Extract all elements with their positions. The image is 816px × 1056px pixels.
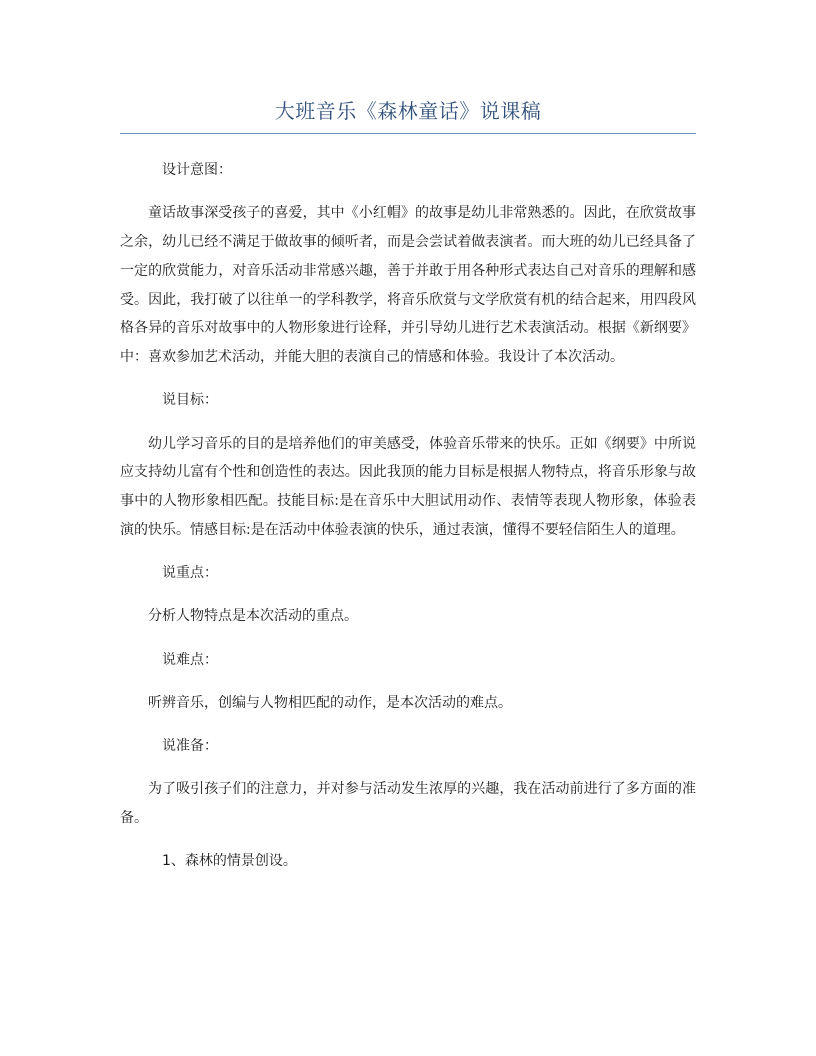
paragraph-key-points: 分析人物特点是本次活动的重点。 bbox=[148, 608, 358, 625]
paragraph-difficulties: 听辨音乐，创编与人物相匹配的动作，是本次活动的难点。 bbox=[148, 694, 512, 711]
heading-difficulties: 说难点： bbox=[162, 651, 218, 668]
heading-design-intent: 设计意图： bbox=[162, 162, 232, 178]
heading-preparation: 说准备： bbox=[162, 737, 218, 754]
document-body bbox=[120, 156, 696, 890]
paragraph-design-intent: 童话故事深受孩子的喜爱，其中《小红帽》的故事是幼儿非常熟悉的。因此，在欣赏故事之余，幼儿已经不满足于做故事的倾听者，而是会尝试着做表演者。而大班的幼儿已经具备了一定的欣赏能力，对音乐活动非常感兴趣，善于并敢于用各种形式表达自己对音乐的理解和感受。因此，我打破了以往单一的学科教学，将音乐欣赏与文学欣赏有机的结合起来，用四段风格各异的音乐对故事中的人物形象进行诠释，并引导幼儿进行艺术表演活动。根据《新纲要》中：喜欢参加艺术活动，并能大胆的表演自己的情感和体验。我设计了本次活动。 bbox=[120, 205, 696, 366]
title-underline bbox=[120, 133, 696, 134]
heading-goals: 说目标： bbox=[162, 392, 218, 409]
list-item-forest-setting: 1、森林的情景创设。 bbox=[162, 853, 297, 870]
paragraph-goals: 幼儿学习音乐的目的是培养他们的审美感受，体验音乐带来的快乐。正如《纲要》中所说应支持幼儿富有个性和创造性的表达。因此我顶的能力目标是根据人物特点，将音乐形象与故事中的人物形象相匹配。技能目标:是在音乐中大胆试用动作、表情等表现人物形象，体验表演的快乐。情感目标:是在活动中体验表演的快乐，通过表演，懂得不要轻信陌生人的道理。 bbox=[120, 435, 696, 538]
paragraph-preparation: 为了吸引孩子们的注意力，并对参与活动发生浓厚的兴趣，我在活动前进行了多方面的准备。 bbox=[120, 781, 696, 826]
document-title: 大班音乐《森林童话》说课稿 bbox=[274, 99, 542, 123]
heading-key-points: 说重点： bbox=[162, 565, 218, 582]
